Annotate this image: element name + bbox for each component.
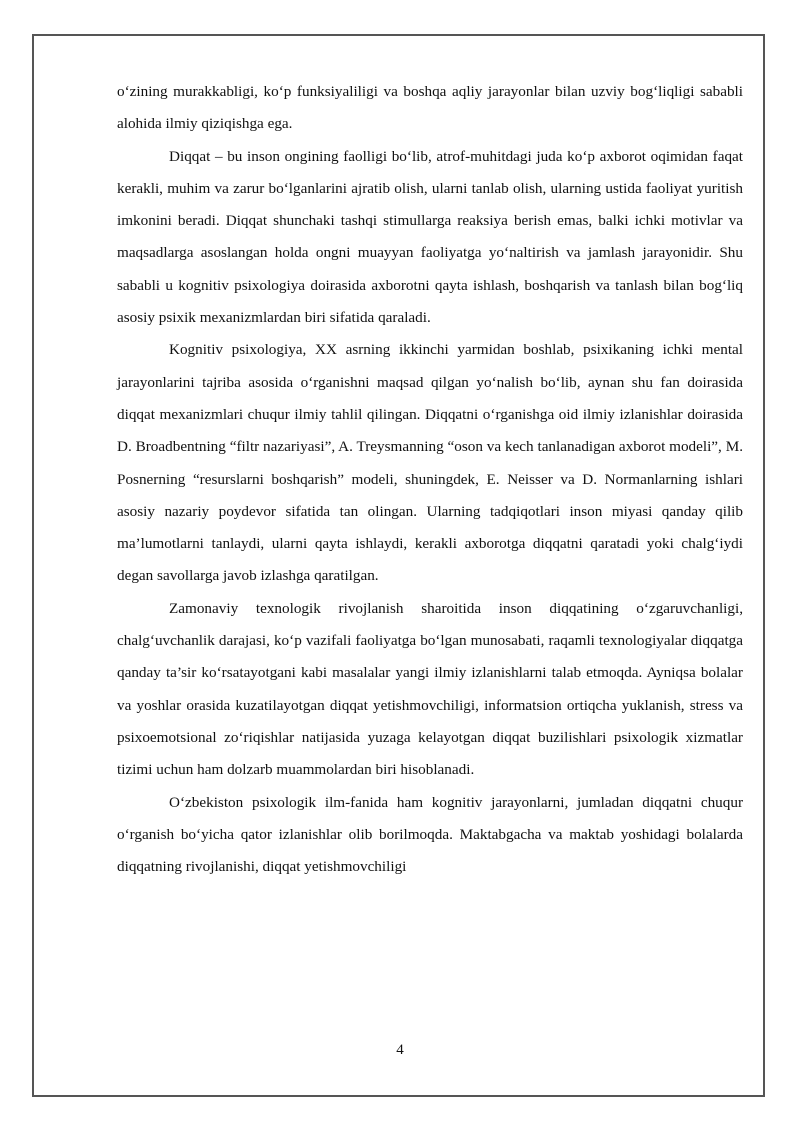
document-body <box>117 76 743 883</box>
paragraph-continuation: o‘zining murakkabligi, ko‘p funksiyaliligi va boshqa aqliy jarayonlar bilan uzviy bog‘liqligi sababli alohida ilmiy qiziqishga ega. <box>117 83 743 133</box>
paragraph-uzbekistan-research: O‘zbekiston psixologik ilm-fanida ham kognitiv jarayonlarni, jumladan diqqatni chuqur o‘rganish bo‘yicha qator izlanishlar olib borilmoqda. Maktabgacha va maktab yoshidagi bolalarda diqqatning rivojlanishi, diqqat yetishmovchiligi <box>117 793 743 876</box>
paragraph-attention-definition: Diqqat – bu inson ongining faolligi bo‘lib, atrof-muhitdagi juda ko‘p axborot oqimidan faqat kerakli, muhim va zarur bo‘lganlarini ajratib olish, ularni tanlab olish, ularning ustida faoliyat yuritish imkonini beradi. Diqqat shunchaki tashqi stimullarga reaksiya berish emas, balki ichki motivlar va maqsadlarga asoslangan holda ongni muayyan faoliyatga yo‘naltirish va jamlash jarayonidir. Shu sababli u kognitiv psixologiya doirasida axborotni qayta ishlash, boshqarish va tanlash bilan bog‘liq asosiy psixik mexanizmlardan biri sifatida qaraladi. <box>117 147 743 327</box>
page-number: 4 <box>396 1042 404 1058</box>
paragraph-cognitive-psychology: Kognitiv psixologiya, XX asrning ikkinchi yarmidan boshlab, psixikaning ichki mental jarayonlarini tajriba asosida o‘rganishni maqsad qilgan yo‘nalish bo‘lib, aynan shu fan doirasida diqqat mexanizmlari chuqur ilmiy tahlil qilingan. Diqqatni o‘rganishga oid ilmiy izlanishlar doirasida D. Broadbentning “filtr nazariyasi”, A. Treysmanning “oson va kech tanlanadigan axborot modeli”, M. Posnerning “resurslarni boshqarish” modeli, shuningdek, E. Neisser va D. Normanlarning ishlari asosiy nazariy poydevor sifatida tan olingan. Ularning tadqiqotlari inson miyasi qanday qilib ma’lumotlarni tanlaydi, ularni qayta ishlaydi, kerakli axborotga diqqatni qaratadi yoki chalg‘iydi degan savollarga javob izlashga qaratilgan. <box>117 341 743 585</box>
paragraph-modern-technology: Zamonaviy texnologik rivojlanish sharoitida inson diqqatining o‘zgaruvchanligi, chalg‘uvchanlik darajasi, ko‘p vazifali faoliyatga bo‘lgan munosabati, raqamli texnologiyalar diqqatga qanday ta’sir ko‘rsatayotgani kabi masalalar yangi ilmiy izlanishlarni talab etmoqda. Ayniqsa bolalar va yoshlar orasida kuzatilayotgan diqqat yetishmovchiligi, informatsion ortiqcha yuklanish, stress va psixoemotsional zo‘riqishlar natijasida yuzaga kelayotgan diqqat buzilishlari psixologik xizmatlar tizimi uchun ham dolzarb muammolardan biri hisoblanadi. <box>117 599 743 779</box>
